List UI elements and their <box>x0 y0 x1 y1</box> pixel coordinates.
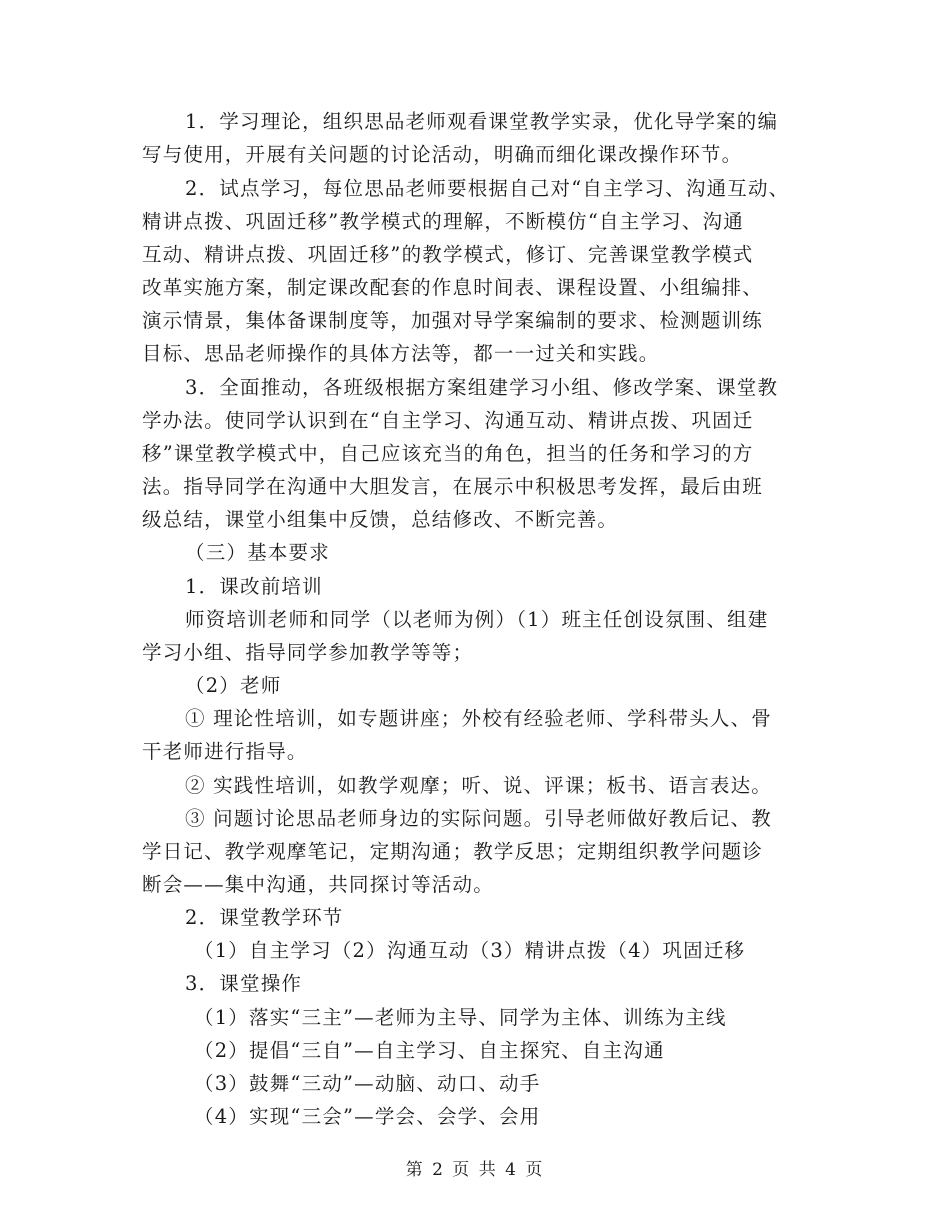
subsection-heading: 1．课改前培训 <box>185 575 323 598</box>
section-heading: （三）基本要求 <box>185 541 330 564</box>
text-line: （2）老师 <box>185 674 282 697</box>
text-line: 学习小组、指导同学参加教学等等； <box>142 641 474 664</box>
list-item: （1）落实“三主”—老师为主导、同学为主体、训练为主线 <box>194 1006 727 1029</box>
text-line: 级总结，课堂小组集中反馈，总结修改、不断完善。 <box>142 508 619 531</box>
list-item: （2）提倡“三自”—自主学习、自主探究、自主沟通 <box>194 1039 665 1062</box>
text-line: 移”课堂教学模式中，自己应该充当的角色，担当的任务和学习的方 <box>142 442 754 465</box>
text-line: 干老师进行指导。 <box>142 740 308 763</box>
subsection-heading: 2．课堂教学环节 <box>185 906 344 929</box>
text-line: 学日记、教学观摩笔记，定期沟通；教学反思；定期组织教学问题诊 <box>142 840 764 863</box>
text-line: ② 实践性培训，如教学观摩；听、说、评课；板书、语言表达。 <box>185 774 772 797</box>
text-line: 法。指导同学在沟通中大胆发言，在展示中积极思考发挥，最后由班 <box>142 475 764 498</box>
text-line: 改革实施方案，制定课改配套的作息时间表、课程设置、小组编排、 <box>142 276 764 299</box>
subsection-heading: 3．课堂操作 <box>185 972 303 995</box>
text-line: 断会——集中沟通，共同探讨等活动。 <box>142 873 494 896</box>
text-line: ① 理论性培训，如专题讲座；外校有经验老师、学科带头人、骨 <box>185 707 772 730</box>
text-line: 3．全面推动，各班级根据方案组建学习小组、修改学案、课堂教 <box>185 376 779 399</box>
text-line: （1）自主学习（2）沟通互动（3）精讲点拨（4）巩固迁移 <box>194 939 746 962</box>
text-line: 演示情景，集体备课制度等，加强对导学案编制的要求、检测题训练 <box>142 309 764 332</box>
text-line: 2．试点学习，每位思品老师要根据自己对“自主学习、沟通互动、 <box>185 177 790 200</box>
text-line: 精讲点拨、巩固迁移”教学模式的理解，不断模仿“自主学习、沟通 <box>142 210 744 233</box>
text-line: 互动、精讲点拨、巩固迁移”的教学模式，修订、完善课堂教学模式 <box>142 243 754 266</box>
text-line: 目标、思品老师操作的具体方法等，都一一过关和实践。 <box>142 342 660 365</box>
list-item: （3）鼓舞“三动”—动脑、动口、动手 <box>194 1072 541 1095</box>
text-line: 写与使用，开展有关问题的讨论活动，明确而细化课改操作环节。 <box>142 143 743 166</box>
text-line: ③ 问题讨论思品老师身边的实际问题。引导老师做好教后记、教 <box>185 807 772 830</box>
text-line: 学办法。使同学认识到在“自主学习、沟通互动、精讲点拨、巩固迁 <box>142 409 754 432</box>
text-line: 1．学习理论，组织思品老师观看课堂教学实录，优化导学案的编 <box>185 110 779 133</box>
list-item: （4）实现“三会”—学会、会学、会用 <box>194 1105 541 1128</box>
text-line: 师资培训老师和同学（以老师为例）（1）班主任创设氛围、组建 <box>185 608 769 631</box>
page-footer: 第 2 页 共 4 页 <box>405 1160 545 1180</box>
